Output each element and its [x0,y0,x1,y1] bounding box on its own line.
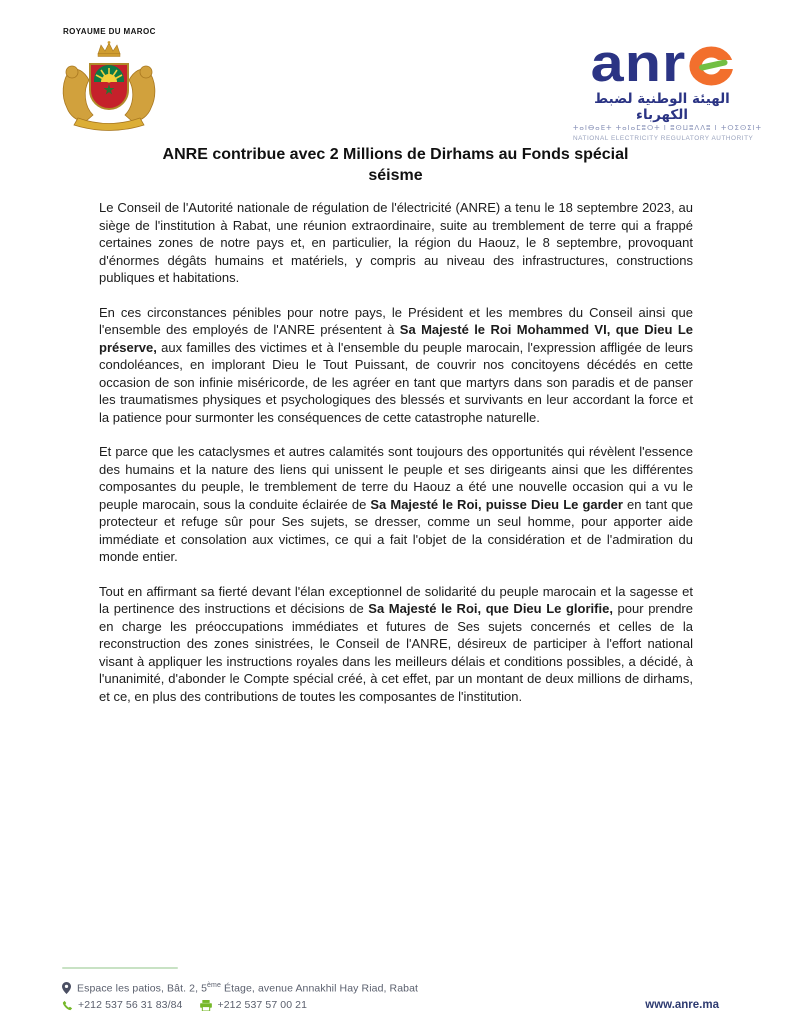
kingdom-label: ROYAUME DU MAROC [63,27,156,36]
anre-tifinagh-name: ⵜⴰⵏⴱⴰⴹⵜ ⵜⴰⵏⴰⵎⵓⵔⵜ ⵏ ⵓⵙⵡⵓⴷⴷⵓ ⵏ ⵜⵔⵉⵙⵉⵏⵜ [573,124,763,132]
fax-number: +212 537 57 00 21 [217,999,308,1011]
paragraph: Le Conseil de l'Autorité nationale de régulation de l'électricité (ANRE) a tenu le 18 septembre 2023, au siège de l'institution à Rabat, une réunion extraordinaire, suite au tremblement de terre qui a frappé certaines zones de notre pays et, en particulier, la région du Haouz, le 8 septembre, provoquant d'énormes dégâts humains et matériels, y compris au niveau des infrastructures, constructions publiques et habitations. [99,200,693,285]
paragraph: Tout en affirmant sa fierté devant l'élan exceptionnel de solidarité du peuple marocain et la sagesse et la pertinence des instructions et décisions de Sa Majesté le Roi, que Dieu Le glorifie, pour prendre en charge les préoccupations immédiates et futures de Ses sujets concernés et celles de la reconstruction des zones sinistrées, le Conseil de l'ANRE, désireux de participer à l'effort national visant à appliquer les instructions royales dans les meilleurs délais et conditions possibles, a décidé, à l'unanimité, d'abonder le Compte spécial créé, à cet effet, par un montant de deux millions de dirhams, et ce, en plus des contributions de toutes les composantes de l'institution. [99,583,693,704]
anre-wordmark [562,34,761,93]
anre-arabic-name: الهيئة الوطنية لضبط الكهرباء [594,91,730,123]
moroccan-coat-of-arms-icon [54,40,164,132]
anre-e-icon [689,46,734,86]
footer-contacts-row [62,999,307,1011]
phone-number: +212 537 56 31 83/84 [78,999,183,1011]
location-pin-icon [62,982,71,994]
paragraph: En ces circonstances pénibles pour notre pays, le Président et les membres du Conseil ainsi que l'ensemble des employés de l'ANRE présentent à Sa Majesté le Roi Mohammed VI, que Dieu Le préserve, aux familles des victimes et à l'ensemble du peuple marocain, l'expression affligée de leurs condoléances, en implorant Dieu le Tout Puissant, de couvrir nos concitoyens décédés en cette occasion de son infinie miséricorde, de les agréer en tant que martyrs dans son paradis et de panser les traumatismes physiques et psychologiques des blessés et survivants en leur accordant la force et la patience pour surmonter les conséquences de cette catastrophe naturelle. [99,304,693,425]
footer-address-row [62,982,418,995]
paragraph: Et parce que les cataclysmes et autres calamités sont toujours des opportunités qui révèlent l'essence des humains et la nature des liens qui unissent le peuple et ses dirigeants ainsi que les différentes composantes du peuple, le tremblement de terre du Haouz a été une nouvelle occasion qui a vu le peuple marocain, sous la conduite éclairée de Sa Majesté le Roi, puisse Dieu Le garder en tant que protecteur et refuge sûr pour Ses sujets, se dresser, comme un seul homme, pour apporter aide immédiate et consolation aux victimes, ce qui a fait l'objet de la considération et de l'admiration du monde entier. [99,444,693,564]
address-text: Espace les patios, Bât. 2, 5ème Étage, avenue Annakhil Hay Riad, Rabat [77,982,419,995]
anre-english-name: NATIONAL ELECTRICITY REGULATORY AUTHORITY [573,135,754,142]
document-title-line2: séisme [368,167,423,184]
footer-divider [62,967,178,969]
document-paragraphs [99,199,693,722]
document-title-line1: ANRE contribue avec 2 Millions de Dirhams au Fonds spécial [162,146,629,163]
anre-logo [573,34,763,143]
anre-wordmark-text: anr [590,34,687,93]
website-link[interactable]: www.anre.ma [645,999,719,1011]
fax-icon [200,1000,212,1011]
phone-icon [62,1000,73,1011]
document-title [0,144,791,186]
